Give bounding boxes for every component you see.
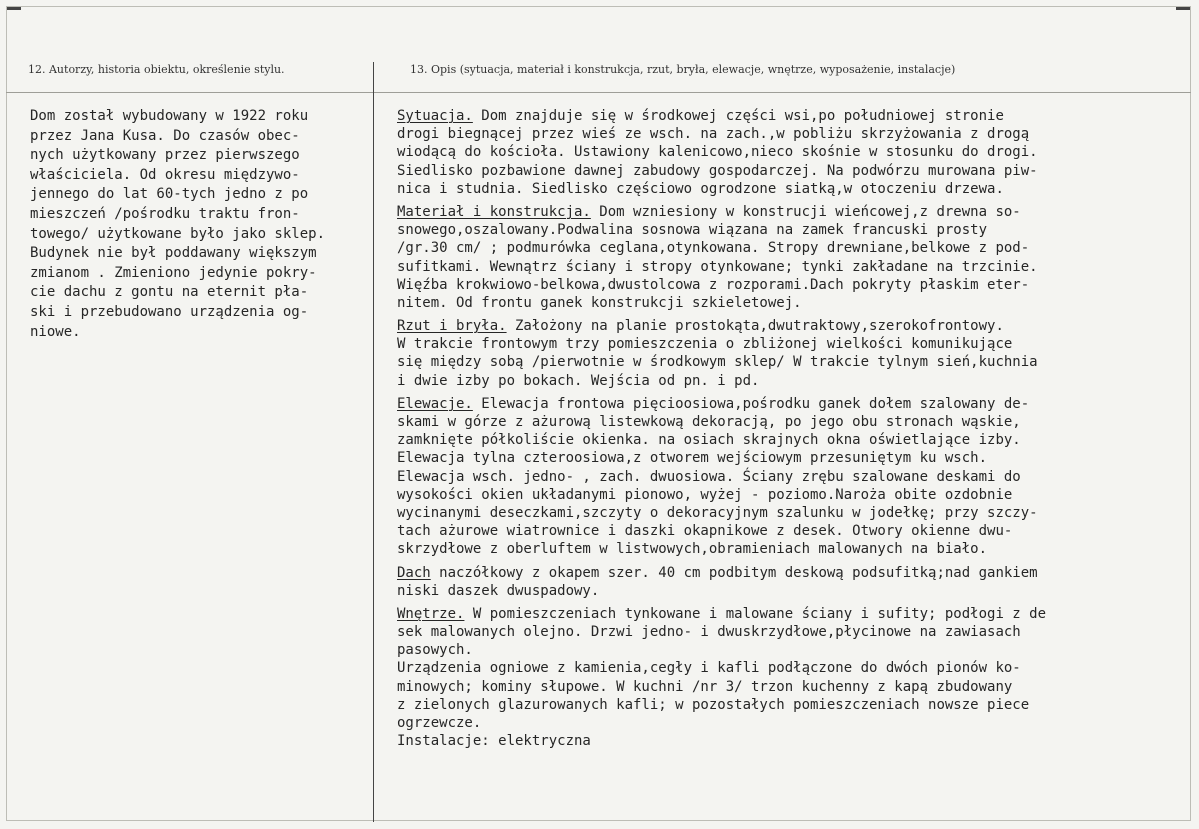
section-heading: Dach [397, 564, 431, 581]
line-text: Elewacja wsch. jedno- , zach. dwuosiowa. Ściany zrębu szalowane deskami do [397, 468, 1021, 485]
description-line [397, 180, 1191, 198]
description-line [397, 582, 1191, 600]
description-section [397, 395, 1191, 559]
description-section [397, 317, 1191, 390]
description-section [397, 564, 1191, 600]
line-text: Założony na planie prostokąta,dwutraktowy,szerokofrontowy. [506, 318, 1004, 335]
line-text: skami w górze z ażurową listewkową dekoracją, po jego obu stronach wąskie, [397, 414, 1021, 430]
history-line: nych użytkowany przez pierwszego [30, 147, 300, 164]
description-line [397, 239, 1191, 257]
description-line [397, 162, 1191, 180]
frame-corner-mark [1176, 7, 1190, 10]
description-line [397, 221, 1191, 239]
line-text: Więźba krokwiowo-belkowa,dwustolcowa z rozporami.Dach pokryty płaskim eter- [397, 276, 1030, 293]
line-text: Elewacja tylna czteroosiowa,z otworem wejściowym przesuniętym ku wsch. [397, 450, 988, 467]
description-line [397, 258, 1191, 276]
description-line [397, 623, 1191, 641]
description-line [397, 540, 1191, 558]
line-text: się między sobą /pierwotnie w środkowym sklep/ W trakcie tylnym sień,kuchnia [397, 354, 1038, 371]
description-line [397, 641, 1191, 659]
description-line [397, 413, 1191, 431]
history-line: niowe. [30, 323, 81, 340]
line-text: Dom wzniesiony w konstrucji wieńcowej,z drewna so- [590, 203, 1021, 220]
description-line [397, 504, 1191, 522]
description-section [397, 605, 1191, 751]
description-line [397, 431, 1191, 449]
description-line [397, 605, 1191, 623]
line-text: Instalacje: elektryczna [397, 733, 591, 750]
line-text: Elewacja frontowa pięcioosiowa,pośrodku ganek dołem szalowany de- [472, 395, 1030, 412]
description-text [397, 107, 1191, 755]
description-line [397, 143, 1191, 161]
line-text: skrzydłowe z oberluftem w listwowych,obramieniach malowanych na biało. [397, 541, 988, 558]
description-line [397, 335, 1191, 353]
description-line [397, 107, 1191, 125]
description-line [397, 564, 1191, 582]
frame-corner-mark [7, 7, 21, 10]
line-text: z zielonych glazurowanych kafli; w pozostałych pomieszczeniach nowsze piece [397, 696, 1030, 713]
history-line: właściciela. Od okresu międzywo- [30, 166, 300, 183]
description-line [397, 203, 1191, 221]
description-line [397, 372, 1191, 390]
line-text: W pomieszczeniach tynkowane i malowane ściany i sufity; podłogi z de [464, 605, 1047, 622]
line-text: nica i studnia. Siedlisko częściowo ogrodzone siatką,w otoczeniu drzewa. [397, 180, 1004, 197]
line-text: /gr.30 cm/ ; podmurówka ceglana,otynkowana. Stropy drewniane,belkowe z pod- [397, 240, 1030, 257]
history-line: jennego do lat 60-tych jedno z po [30, 186, 309, 203]
description-line [397, 353, 1191, 371]
right-column-header: 13. Opis (sytuacja, materiał i konstrukcja, rzut, bryła, elewacje, wnętrze, wyposażenie, instalacje) [410, 63, 956, 76]
history-line: ski i przebudowano urządzenia og- [30, 303, 309, 320]
line-text: W trakcie frontowym trzy pomieszczenia o zbliżonej wielkości komunikujące [397, 336, 1013, 353]
line-text: Urządzenia ogniowe z kamienia,cegły i kafli podłączone do dwóch pionów ko- [397, 660, 1021, 677]
history-line: Dom został wybudowany w 1922 roku [30, 108, 309, 124]
description-line [397, 714, 1191, 732]
history-text [30, 107, 370, 342]
description-line [397, 486, 1191, 504]
description-line [397, 449, 1191, 467]
line-text: ogrzewcze. [397, 715, 482, 731]
section-heading: Rzut i bryła. [397, 318, 507, 335]
description-section [397, 203, 1191, 312]
description-line [397, 732, 1191, 750]
line-text: wiodącą do kościoła. Ustawiony kalenicowo,nieco skośnie w stosunku do drogi. [397, 144, 1038, 161]
history-line: mieszczeń /pośrodku traktu fron- [30, 205, 300, 222]
line-text: naczółkowy z okapem szer. 40 cm podbitym deskową podsufitką;nad gankiem [430, 564, 1038, 581]
line-text: wycinanymi deseczkami,szczyty o dekoracyjnym szalunku w jodełkę; przy szczy- [397, 504, 1038, 521]
description-line [397, 468, 1191, 486]
line-text: Dom znajduje się w środkowej części wsi,po południowej stronie [472, 108, 1004, 124]
line-text: niski daszek dwuspadowy. [397, 582, 600, 599]
description-line [397, 125, 1191, 143]
description-line [397, 294, 1191, 312]
description-section [397, 107, 1191, 198]
left-column-header: 12. Autorzy, historia obiektu, określenie stylu. [28, 63, 285, 76]
line-text: sufitkami. Wewnątrz ściany i stropy otynkowane; tynki zakładane na trzcinie. [397, 258, 1038, 275]
line-text: pasowych. [397, 642, 473, 659]
line-text: zamknięte półkoliście okienka. na osiach skrajnych okna oświetlające izby. [397, 432, 1021, 449]
line-text: snowego,oszalowany.Podwalina sosnowa wiązana na zamek francuski prosty [397, 222, 988, 239]
line-text: tach ażurowe wiatrownice i daszki okapnikowe z desek. Otwory okienne dwu- [397, 523, 1013, 540]
history-line: cie dachu z gontu na eternit pła- [30, 284, 309, 301]
line-text: nitem. Od frontu ganek konstrukcji szkieletowej. [397, 294, 802, 311]
description-line [397, 522, 1191, 540]
description-line [397, 678, 1191, 696]
section-heading: Materiał i konstrukcja. [397, 203, 591, 220]
history-line: towego/ użytkowane było jako sklep. [30, 225, 326, 242]
section-heading: Sytuacja. [397, 108, 473, 124]
history-line: Budynek nie był poddawany większym [30, 245, 317, 262]
section-heading: Elewacje. [397, 395, 473, 412]
line-text: i dwie izby po bokach. Wejścia od pn. i pd. [397, 372, 760, 389]
line-text: minowych; kominy słupowe. W kuchni /nr 3/ trzon kuchenny z kapą zbudowany [397, 678, 1013, 695]
header-divider [6, 92, 1191, 93]
description-line [397, 659, 1191, 677]
line-text: sek malowanych olejno. Drzwi jedno- i dwuskrzydłowe,płycinowe na zawiasach [397, 624, 1021, 641]
description-line [397, 276, 1191, 294]
line-text: drogi biegnącej przez wieś ze wsch. na zach.,w pobliżu skrzyżowania z drogą [397, 126, 1030, 143]
section-heading: Wnętrze. [397, 605, 465, 622]
line-text: wysokości okien układanymi pionowo, wyżej - poziomo.Naroża obite ozdobnie [397, 486, 1013, 503]
history-line: zmianom . Zmieniono jedynie pokry- [30, 264, 317, 281]
description-line [397, 696, 1191, 714]
description-line [397, 395, 1191, 413]
line-text: Siedlisko pozbawione dawnej zabudowy gospodarczej. Na podwórzu murowana piw- [397, 162, 1038, 179]
column-divider [373, 62, 374, 822]
description-line [397, 317, 1191, 335]
history-line: przez Jana Kusa. Do czasów obec- [30, 127, 300, 144]
